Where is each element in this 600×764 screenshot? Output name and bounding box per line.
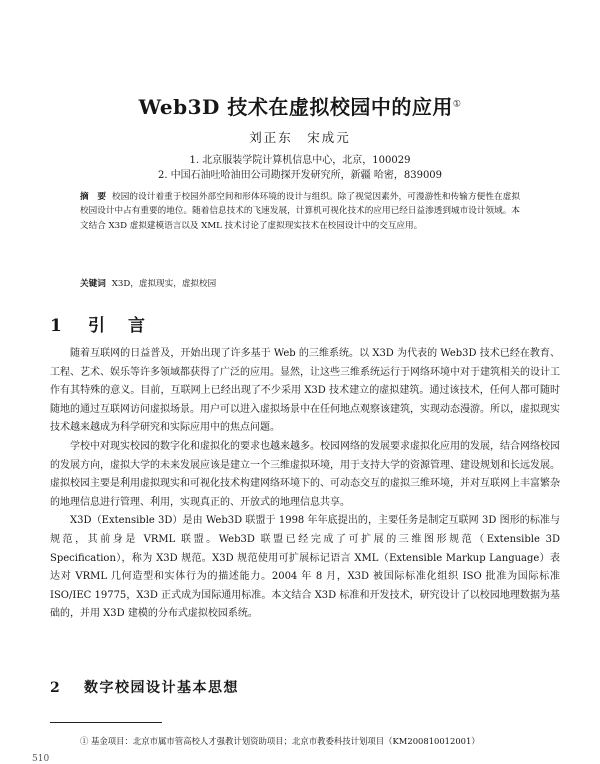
section-2-title: 数字校园设计基本思想 xyxy=(84,680,239,696)
abstract-text: 校园的设计着重于校园外部空间和形体环境的设计与组织。除了视觉因素外，可漫游性和传输方便性在虚拟校园设计中占有重要的地位。随着信息技术的飞速发展，计算机可视化技术的应用已经日益渗透到城市设计领域。本文结合 X3D 虚拟建模语言以及 XML 技术讨论了虚拟现实技术在校园设计中的交互应用。 xyxy=(80,192,520,231)
section-1-heading xyxy=(50,311,148,336)
affiliation-1: 1. 北京服装学院计算机信息中心，北京，100029 xyxy=(189,155,411,166)
keywords-text: X3D，虚拟现实，虚拟校园 xyxy=(111,279,217,289)
affiliation-2: 2. 中国石油吐哈油田公司勘探开发研究所，新疆 哈密，839009 xyxy=(157,170,443,181)
footnote xyxy=(80,735,560,747)
keywords-label: 关键词 xyxy=(80,279,106,289)
paragraph-3: X3D（Extensible 3D）是由 Web3D 联盟于 1998 年年底提出的，主要任务是制定互联网 3D 图形的标准与规范，其前身是 VRML 联盟。Web3D 联盟已经完成了可扩展的三维图形规范（Extensible 3D Specification），称为 X3D 规范。X3D 规范使用可扩展标记语言 XML（Extensible Markup Language）表达对 VRML 几何造型和实体行为的描述能力。2004 年 8 月，X3D 被国际标准化组织 ISO 批准为国际标准 ISO/IEC 19775，X3D 正式成为国际通用标准。本文结合 X3D 标准和开发技术，研究设计了以校园地理数据为基础的，并用 X3D 建模的分布式虚拟校园系统。 xyxy=(50,515,560,620)
keywords xyxy=(80,277,520,289)
page-number: 510 xyxy=(32,754,50,764)
section-2-heading xyxy=(50,677,239,697)
footnote-mark: ① xyxy=(80,736,89,746)
authors: 刘正东 宋成元 xyxy=(249,130,351,145)
title-text: Web3D 技术在虚拟校园中的应用 xyxy=(138,95,453,119)
footnote-divider xyxy=(50,722,162,723)
paragraph-2: 学校中对现实校园的数字化和虚拟化的要求也越来越多。校园网络的发展要求虚拟化应用的发展，结合网络校园的发展方向，虚拟大学的未来发展应该是建立一个三维虚拟环境，用于支持大学的资源管理、建设规划和长远发展。虚拟校园主要是利用虚拟现实和可视化技术构建网络环境下的、可动态交互的虚拟三维环境，并对互联网上丰富繁杂的地理信息进行管理、利用，实现真正的、开放式的地理信息共享。 xyxy=(50,440,560,508)
section-1-body xyxy=(50,345,560,624)
paragraph-1: 随着互联网的日益普及，开始出现了许多基于 Web 的三维系统。以 X3D 为代表的 Web3D 技术已经在教育、工程、艺术、娱乐等许多领域都获得了广泛的应用。显然，让这些三维系统运行于网络环境中对于建筑相关的设计工作有其特殊的意义。目前，互联网上已经出现了不少采用 X3D 技术建立的虚拟建筑。通过该技术，任何人都可随时随地的通过互联网访问虚拟场景。用户可以进入虚拟场景中在任何地点观察该建筑，实现动态漫游。所以，虚拟现实技术越来越成为科学研究和实际应用中的焦点问题。 xyxy=(50,348,560,434)
section-1-title: 引 言 xyxy=(88,316,148,336)
paper-title xyxy=(40,91,560,120)
section-2-number: 2 xyxy=(50,680,62,696)
title-footnote-mark: ① xyxy=(452,99,462,110)
abstract xyxy=(80,190,520,233)
footnote-text: 基金项目：北京市属市管高校人才强教计划资助项目；北京市教委科技计划项目（KM200810012001） xyxy=(91,736,480,746)
section-1-number: 1 xyxy=(50,316,65,336)
abstract-label: 摘 要 xyxy=(80,192,107,202)
